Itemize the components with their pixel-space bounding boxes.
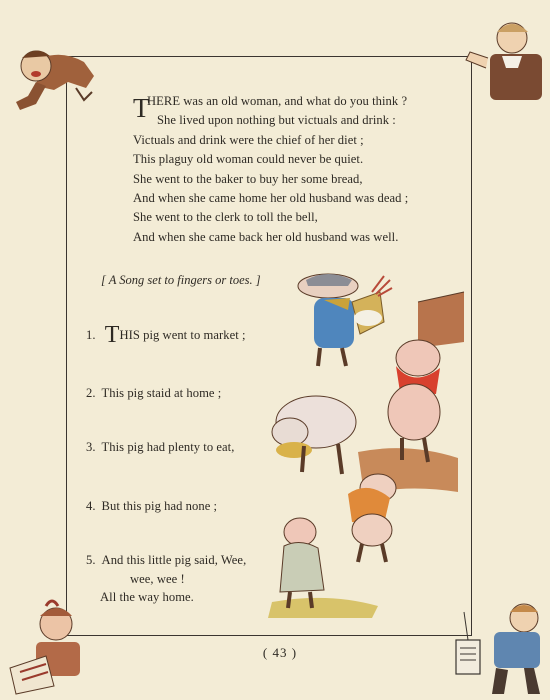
verse-number: 5. <box>86 553 96 567</box>
verse-number: 3. <box>86 440 96 454</box>
poem-line: She went to the baker to buy her some bread, <box>133 171 363 186</box>
song-heading: [ A Song set to fingers or toes. ] <box>101 273 261 287</box>
poem-drop-cap: T <box>133 93 150 123</box>
verse-line <box>86 440 234 455</box>
verse-number: 2. <box>86 386 96 400</box>
poem-line: Victuals and drink were the chief of her diet ; <box>133 132 364 147</box>
page-number: ( 43 ) <box>262 645 298 660</box>
verse-number: 4. <box>86 499 96 513</box>
verse-text: And this little pig said, Wee, <box>101 553 247 567</box>
verse-line <box>86 499 217 514</box>
corner-figure-top-left <box>6 30 98 118</box>
pigs-illustration <box>268 262 468 618</box>
verse-text: This pig had plenty to eat, <box>101 440 235 454</box>
pig-going-to-market <box>298 274 392 366</box>
verse-continuation: wee, wee ! <box>130 572 185 586</box>
old-woman-poem <box>133 92 463 247</box>
poem-line: And when she came back her old husband was well. <box>133 229 399 244</box>
verse-text: But this pig had none ; <box>101 499 218 513</box>
poem-line: She went to the clerk to toll the bell, <box>133 210 318 225</box>
pig-staid-at-home <box>388 340 440 462</box>
poem-first-line-text: HERE was an old woman, and what do you think ? <box>147 94 408 108</box>
verse-line <box>86 386 221 401</box>
verse-text: This pig staid at home ; <box>101 386 222 400</box>
verse-continuation: All the way home. <box>100 590 194 604</box>
verse-text: HIS pig went to market ; <box>119 328 246 342</box>
verse-line <box>86 553 246 568</box>
corner-figure-bottom-left <box>6 594 96 696</box>
corner-figure-top-right <box>462 10 548 110</box>
poem-line: This plaguy old woman could never be quiet. <box>133 152 364 167</box>
pig-had-none <box>348 474 396 562</box>
poem-line: And when she came home her old husband was dead ; <box>133 191 409 206</box>
poem-line: She lived upon nothing but victuals and drink : <box>157 113 396 128</box>
pig-had-plenty-to-eat <box>272 396 356 474</box>
verse-line <box>86 322 246 348</box>
verse-number: 1. <box>86 328 96 342</box>
little-pig-crying <box>280 518 324 608</box>
verse-drop-cap: T <box>104 322 120 348</box>
